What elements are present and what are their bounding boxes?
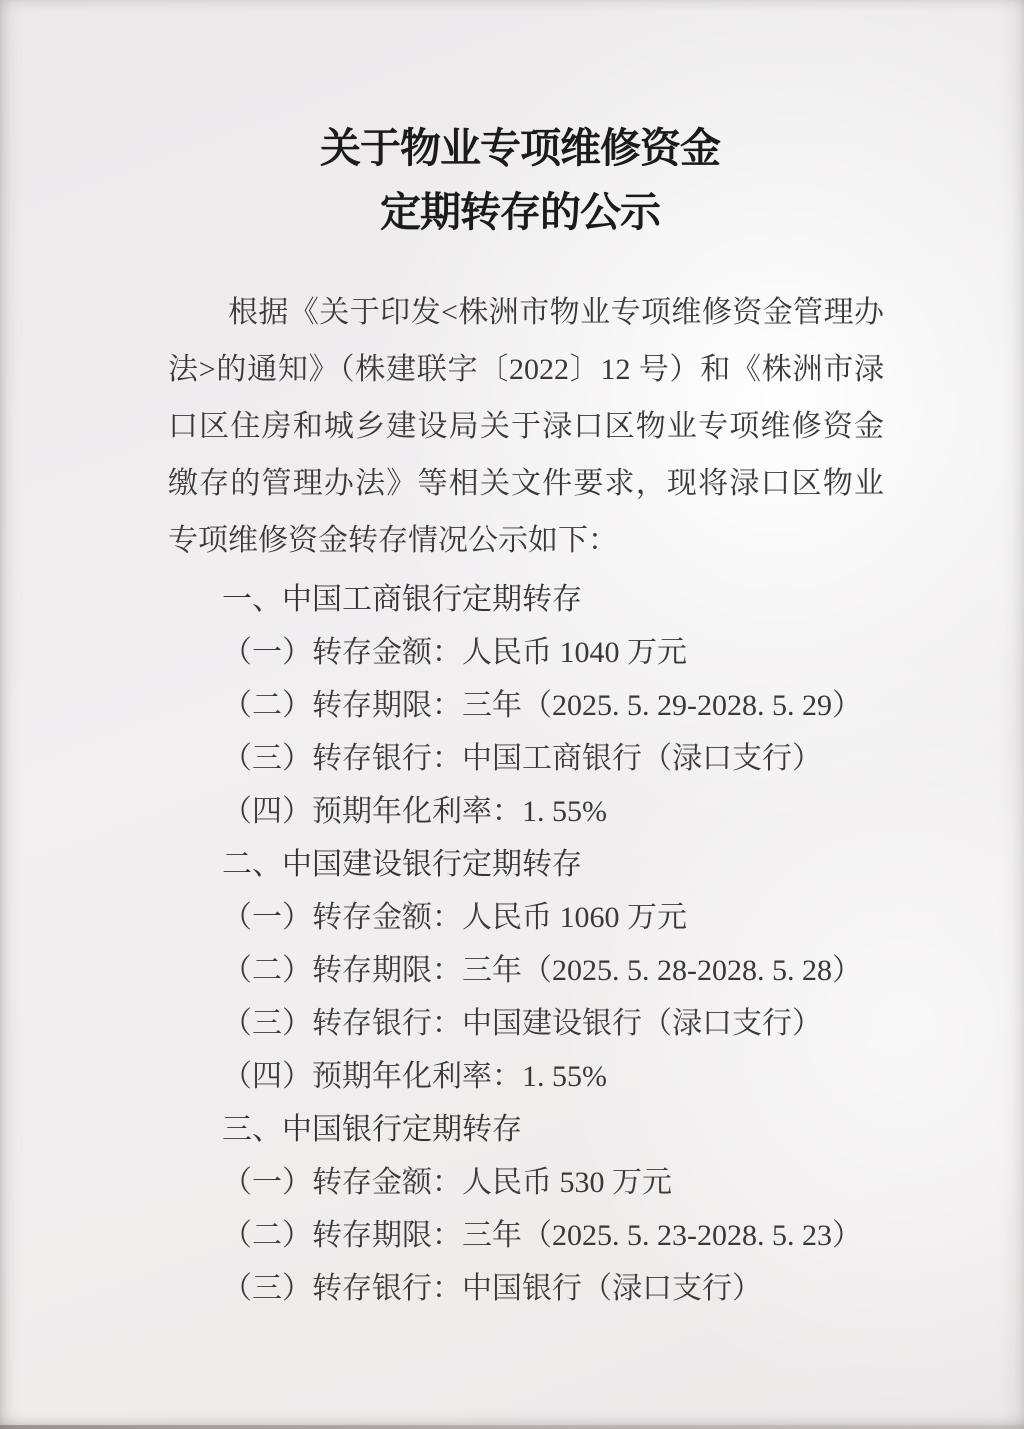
- section-2-item-amount: （一）转存金额：人民币 1060 万元: [222, 901, 687, 934]
- section-1-item-amount: （一）转存金额：人民币 1040 万元: [222, 636, 687, 669]
- section-2-item-bank: （三）转存银行：中国建设银行（渌口支行）: [222, 1007, 822, 1040]
- intro-paragraph: 根据《关于印发<株洲市物业专项维修资金管理办法>的通知》（株建联字〔2022〕12 号）和《株洲市渌口区住房和城乡建设局关于渌口区物业专项维修资金缴存的管理办法》等相关文件要求，现将渌口区物业专项维修资金转存情况公示如下：: [168, 296, 884, 557]
- section-3-heading: 三、中国银行定期转存: [222, 1113, 522, 1146]
- section-2-heading: 二、中国建设银行定期转存: [222, 848, 582, 881]
- section-2-item-rate: （四）预期年化利率：1. 55%: [222, 1060, 607, 1093]
- section-1-item-bank: （三）转存银行：中国工商银行（渌口支行）: [222, 742, 822, 775]
- document-body: [0, 284, 1024, 1315]
- title-line-1: 关于物业专项维修资金: [320, 125, 720, 171]
- section-3-item-term: （二）转存期限：三年（2025. 5. 23-2028. 5. 23）: [222, 1219, 862, 1252]
- section-1-heading: 一、中国工商银行定期转存: [222, 583, 582, 616]
- section-3-item-bank: （三）转存银行：中国银行（渌口支行）: [222, 1272, 762, 1305]
- section-1-item-rate: （四）预期年化利率：1. 55%: [222, 795, 607, 828]
- section-2-item-term: （二）转存期限：三年（2025. 5. 28-2028. 5. 28）: [222, 954, 862, 987]
- section-3-item-amount: （一）转存金额：人民币 530 万元: [222, 1166, 672, 1199]
- document-title: [8, 0, 1024, 244]
- sections-list: [168, 573, 884, 1315]
- title-line-2: 定期转存的公示: [380, 189, 660, 235]
- section-1-item-term: （二）转存期限：三年（2025. 5. 29-2028. 5. 29）: [222, 689, 862, 722]
